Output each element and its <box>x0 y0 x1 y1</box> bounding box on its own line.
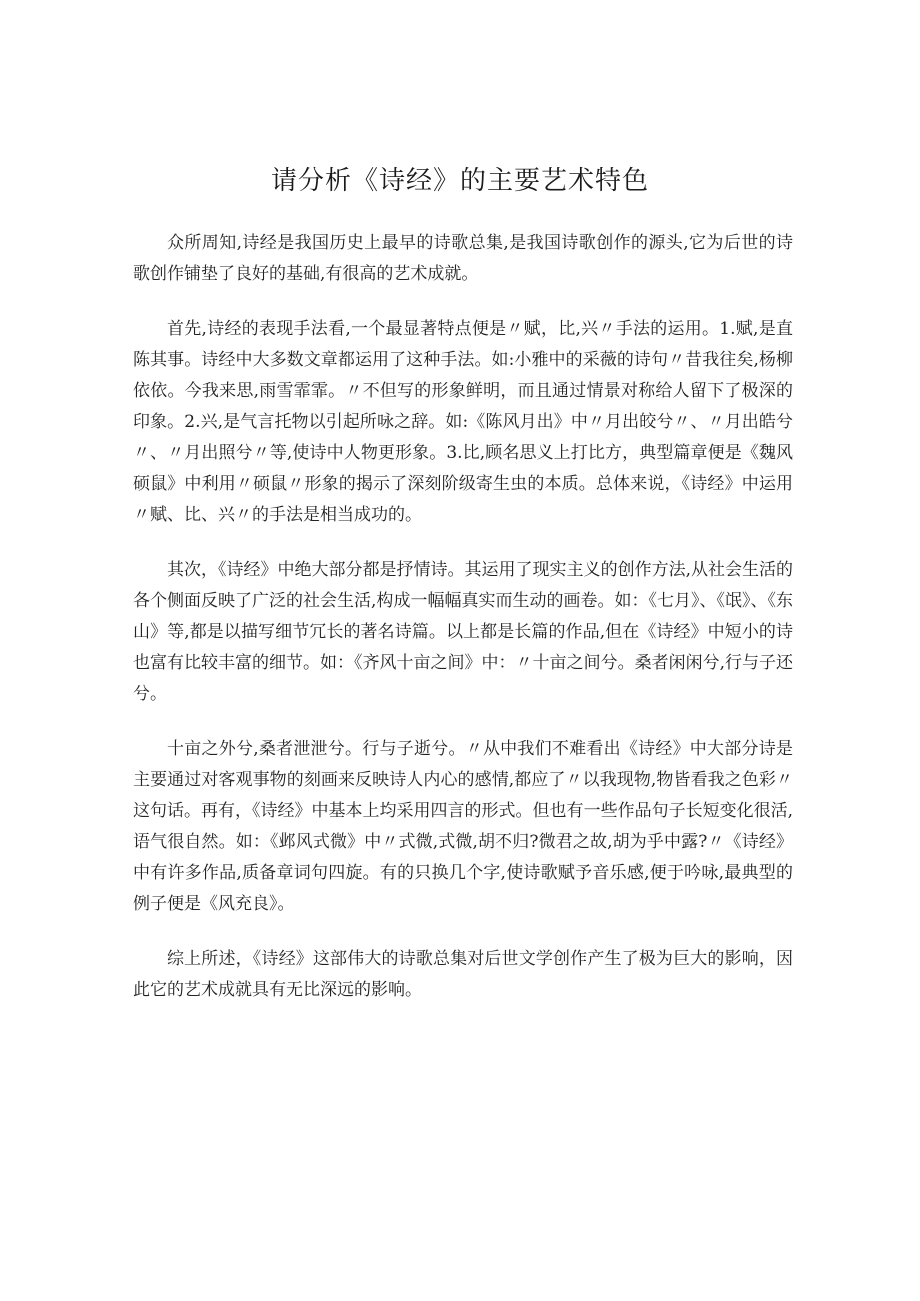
document-title: 请分析《诗经》的主要艺术特色 <box>270 166 649 196</box>
paragraph-form: 十亩之外兮,桑者泄泄兮。行与子逝兮。〃从中我们不难看出《诗经》中大部分诗是主要通过对客观事物的刻画来反映诗人内心的感情,都应了〃以我现物,物皆看我之色彩〃这句话。再有，《诗经》中基本上均采用四言的形式。但也有一些作品句子长短变化很活,语气很自然。如：《邺风式微》中〃式微,式微,胡不归?微君之故,胡为乎中露?〃《诗经》中有许多作品,质备章词句四旋。有的只换几个字,使诗歌赋予音乐感,便于吟咏,最典型的例子便是《风充良》。 <box>133 739 793 914</box>
paragraph-intro: 众所周知,诗经是我国历史上最早的诗歌总集,是我国诗歌创作的源头,它为后世的诗歌创作铺垫了良好的基础,有很高的艺术成就。 <box>133 233 793 284</box>
document-body <box>133 228 793 1030</box>
paragraph-conclusion: 综上所述，《诗经》这部伟大的诗歌总集对后世文学创作产生了极为巨大的影响，因此它的艺术成就具有无比深远的影响。 <box>133 949 793 1000</box>
paragraph-techniques: 首先,诗经的表现手法看,一个最显著特点便是〃赋，比,兴〃手法的运用。1.赋,是直陈其事。诗经中大多数文章都运用了这种手法。如:小雅中的采薇的诗句〃昔我往矣,杨柳依依。今我来思,雨雪霏霏。〃不但写的形象鲜明，而且通过情景对称给人留下了极深的印象。2.兴,是气言托物以引起所咏之辞。如:《陈风月出》中〃月出皎兮〃、〃月出皓兮〃、〃月出照兮〃等,使诗中人物更形象。3.比,顾名思义上打比方，典型篇章便是《魏风硕鼠》中利用〃硕鼠〃形象的揭示了深刻阶级寄生虫的本质。总体来说，《诗经》中运用〃赋、比、兴〃的手法是相当成功的。 <box>133 319 793 525</box>
paragraph-lyric-poems: 其次，《诗经》中绝大部分都是抒情诗。其运用了现实主义的创作方法,从社会生活的各个侧面反映了广泛的社会生活,构成一幅幅真实而生动的画卷。如：《七月》、《氓》、《东山》等,都是以描写细节冗长的著名诗篇。以上都是长篇的作品,但在《诗经》中短小的诗也富有比较丰富的细节。如：《齐风十亩之间》中：〃十亩之间兮。桑者闲闲兮,行与子还兮。 <box>133 560 793 704</box>
